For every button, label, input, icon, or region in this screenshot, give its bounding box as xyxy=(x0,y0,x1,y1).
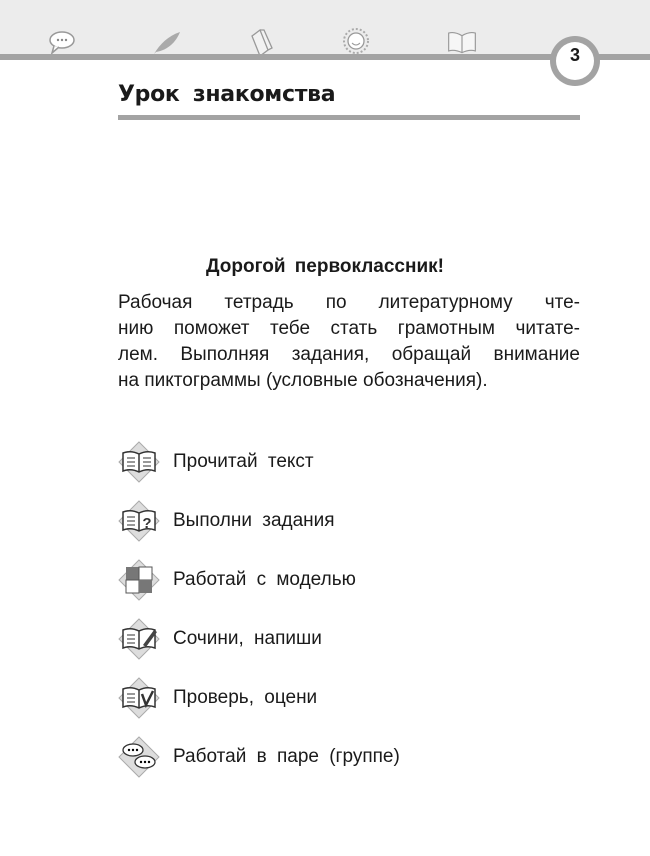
page-number: 3 xyxy=(569,45,580,65)
intro-paragraph xyxy=(118,290,580,394)
intro-line: Рабочая тетрадь по литературному чте- xyxy=(118,292,580,313)
book-check-icon xyxy=(118,677,160,719)
legend-label: Выполни задания xyxy=(173,510,335,531)
book-question-icon xyxy=(118,500,160,542)
intro-line: лем. Выполняя задания, обращай внимание xyxy=(118,344,580,365)
legend-label: Прочитай текст xyxy=(173,451,314,472)
legend-item xyxy=(118,617,322,661)
book-icon xyxy=(246,28,278,56)
legend-label: Проверь, оцени xyxy=(173,687,318,708)
title-underline xyxy=(118,115,580,120)
legend-label: Работай с моделью xyxy=(173,569,356,590)
legend-label: Работай в паре (группе) xyxy=(173,746,400,767)
open-book-icon xyxy=(446,28,478,56)
legend-label: Сочини, напиши xyxy=(173,628,322,649)
puzzle-icon xyxy=(118,559,160,601)
lesson-title: Урок знакомства xyxy=(118,82,336,107)
intro-line: нию поможет тебе стать грамотным читате- xyxy=(118,318,580,339)
legend-item xyxy=(118,676,317,720)
sun-icon xyxy=(340,28,372,56)
book-pen-icon xyxy=(118,618,160,660)
greeting-heading: Дорогой первоклассник! xyxy=(205,256,444,277)
open-book-icon xyxy=(118,441,160,483)
intro-line: на пиктограммы (условные обозначения). xyxy=(118,370,488,391)
legend-item xyxy=(118,440,314,484)
legend-item xyxy=(118,499,335,543)
dialog-bubbles-icon xyxy=(118,736,160,778)
legend-item xyxy=(118,735,400,779)
svg-text:?: ? xyxy=(142,515,152,532)
legend-item xyxy=(118,558,356,602)
feather-icon xyxy=(150,28,182,56)
speech-bubble-icon xyxy=(45,28,77,56)
